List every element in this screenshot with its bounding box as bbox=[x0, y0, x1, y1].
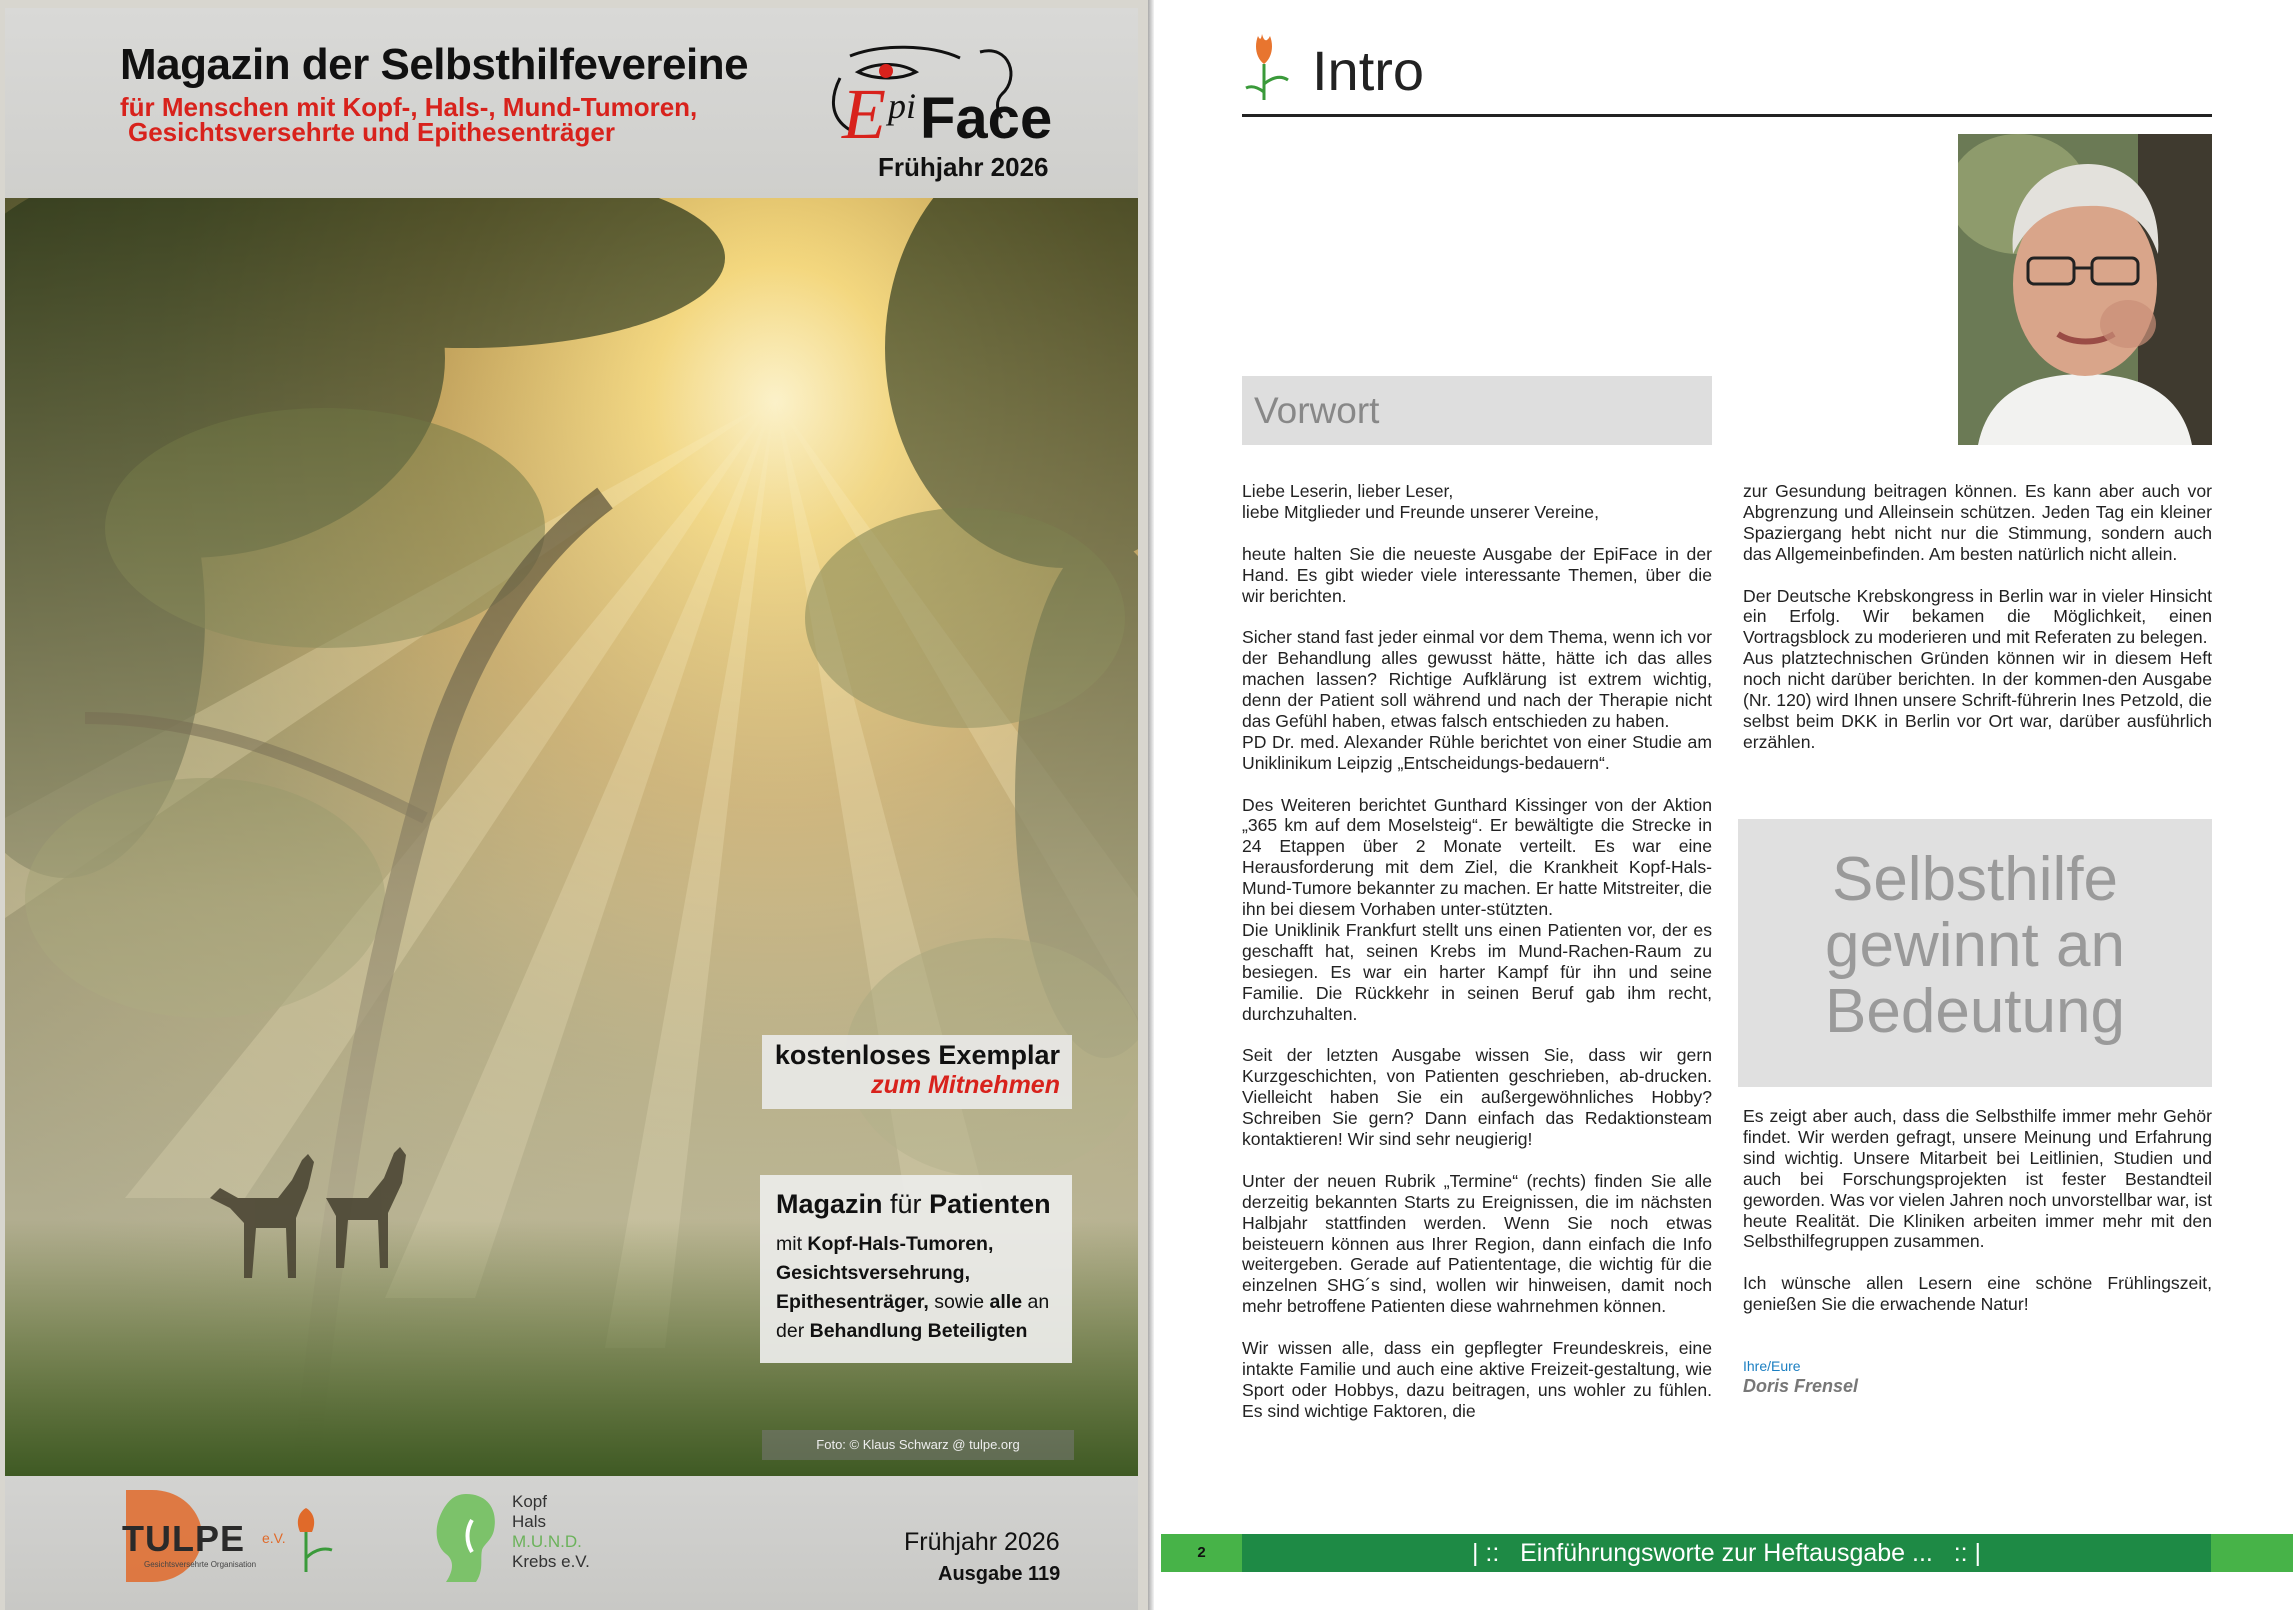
svg-text:Face: Face bbox=[920, 86, 1053, 148]
patients-line3-bold: Epithesenträger, bbox=[776, 1291, 929, 1313]
paragraph: Seit der letzten Ausgabe wissen Sie, dass wir gern Kurzgeschichten, von Patienten geschrieben, ab-drucken. Vielleicht haben Sie ein außergewöhnliches Hobby? Schreiben Sie gern? Dann einfach das Redaktionsteam kontaktieren! Wir sind sehr neugierig! bbox=[1242, 1045, 1712, 1150]
article-column-left bbox=[1242, 481, 1712, 1422]
heading-word-patienten: Patienten bbox=[929, 1189, 1051, 1219]
head-profile-icon bbox=[432, 1490, 502, 1586]
cover-season: Frühjahr 2026 bbox=[878, 152, 1049, 182]
patients-line4-pre: der bbox=[776, 1320, 805, 1342]
patients-line-1 bbox=[776, 1230, 1058, 1259]
paragraph: Sicher stand fast jeder einmal vor dem Thema, wenn ich vor der Behandlung alles gewusst hätte, hätte ich das alles machen lassen? Richtige Aufklärung ist extrem wichtig, denn der Patient soll während und nach der Therapie nicht das Gefühl haben, etwas falsch entschieden zu haben. PD Dr. med. Alexander Rühle berichtet von einer Studie am Uniklinikum Leipzig „Entscheidungs-bedauern“. bbox=[1242, 627, 1712, 773]
magazine-subtitle-line2: Gesichtsversehrte und Epithesenträger bbox=[128, 117, 615, 147]
patients-line4-bold: Behandlung Beteiligten bbox=[809, 1320, 1028, 1342]
patients-line1-pre: mit bbox=[776, 1233, 802, 1255]
pull-quote-line3: Bedeutung bbox=[1825, 977, 2125, 1046]
paragraph: Unter der neuen Rubrik „Termine“ (rechts) finden Sie alle derzeitig bekannten Starts zu Ereignissen, die im nächsten Halbjahr stattfinden werden. Wenn Sie noch etwas beisteuern können aus Ihrer Region, dann einfach die Info weitergeben. Gerade auf Patiententage, die wichtig für die einzelnen SHG´s sind, wollen wir hinweisen, damit noch mehr betroffene Patienten diese wahrnehmen können. bbox=[1242, 1170, 1712, 1317]
title-divider bbox=[1242, 114, 2212, 117]
patients-line-3 bbox=[776, 1288, 1058, 1317]
author-portrait bbox=[1958, 134, 2212, 445]
footer-sep-left: | :: bbox=[1471, 1539, 1500, 1567]
paragraph: Des Weiteren berichtet Gunthard Kissinger von der Aktion „365 km auf dem Moselsteig“. Er bewältigte die Strecke in 24 Etappen über 2 Monate verteilt. Es war eine Herausforderung mit dem Ziel, die Krankheit Kopf-Hals-Mund-Tumore bekannter zu machen. Er hatte Mitstreiter, die ihn bei diesem Vorhaben unter-stützten. Die Uniklinik Frankfurt stellt uns einen Patienten vor, der es geschafft hat, seinen Krebs im Mund-Rachen-Raum zu besiegen. Es war ein harter Kampf für ihn und seine Familie. Die Rückkehr in seinen Beruf gab ihm recht, durchzuhalten. bbox=[1242, 794, 1712, 1024]
patients-box-body bbox=[776, 1230, 1058, 1346]
paragraph: heute halten Sie die neueste Ausgabe der EpiFace in der Hand. Es gibt wieder viele interessante Themen, über die wir berichten. bbox=[1242, 543, 1712, 606]
free-copy-line2: zum Mitnehmen bbox=[871, 1071, 1060, 1099]
tulpe-tagline: Gesichtsversehrte Organisation bbox=[144, 1560, 257, 1569]
patients-line-4 bbox=[776, 1317, 1058, 1346]
patients-box-heading bbox=[776, 1189, 1058, 1220]
signature-name: Doris Frensel bbox=[1743, 1376, 1859, 1396]
epiface-logo-graphic bbox=[820, 38, 1060, 148]
cover-footer-issue: Ausgabe 119 bbox=[938, 1563, 1061, 1585]
signature-greeting: Ihre/Eure bbox=[1743, 1358, 1801, 1374]
paragraph: Ich wünsche allen Lesern eine schöne Frühlingszeit, genießen Sie die erwachende Natur! bbox=[1743, 1273, 2212, 1315]
paragraph: Der Deutsche Krebskongress in Berlin war in vieler Hinsicht ein Erfolg. Wir bekamen die Möglichkeit, einen Vortragsblock zu moderieren und mit Referaten zu belegen. Aus platztechnischen Gründen können wir in diesem Heft noch nicht darüber berichten. In der kommen-den Ausgabe (Nr. 120) wird Ihnen unsere Schrift-führerin Ines Petzold, die selbst beim DKK in Berlin vor Ort war, darüber ausführlich erzählen. bbox=[1743, 585, 2212, 752]
tulip-icon bbox=[1244, 30, 1294, 102]
patients-line3-mid: sowie bbox=[934, 1291, 985, 1313]
magazine-title: Magazin der Selbsthilfevereine bbox=[120, 40, 749, 89]
paragraph: Liebe Leserin, lieber Leser, liebe Mitglieder und Freunde unserer Vereine, bbox=[1242, 481, 1599, 522]
pull-quote-box bbox=[1738, 819, 2212, 1087]
footer-right-tab bbox=[2211, 1534, 2293, 1572]
free-copy-box bbox=[762, 1035, 1072, 1109]
pull-quote-line2: gewinnt an bbox=[1825, 911, 2125, 980]
page-spine bbox=[1148, 0, 1154, 1610]
portrait-illustration bbox=[1958, 134, 2212, 445]
footer-sep-right: :: | bbox=[1953, 1539, 1982, 1567]
article-column-right-top bbox=[1743, 481, 2212, 753]
free-copy-line1: kostenloses Exemplar bbox=[774, 1040, 1060, 1070]
khm-line3: M.U.N.D. bbox=[512, 1532, 582, 1551]
magazine-subtitle-line1: für Menschen mit Kopf-, Hals-, Mund-Tumoren, bbox=[120, 92, 698, 122]
svg-text:E: E bbox=[842, 74, 886, 148]
article-column-right-bottom bbox=[1743, 1106, 2212, 1315]
patients-line1-bold: Kopf-Hals-Tumoren, bbox=[807, 1233, 994, 1255]
page-number: 2 bbox=[1197, 1544, 1206, 1561]
khm-line2: Hals bbox=[512, 1512, 547, 1531]
svg-text:pi: pi bbox=[888, 86, 917, 126]
page-footer-bar bbox=[1161, 1534, 2293, 1572]
patients-line3-bold2: alle bbox=[989, 1291, 1023, 1313]
khm-line1: Kopf bbox=[512, 1492, 547, 1511]
patients-line3-post: an bbox=[1027, 1291, 1050, 1313]
tulpe-logo bbox=[122, 1488, 342, 1584]
patients-info-box bbox=[760, 1175, 1072, 1363]
footer-caption-line bbox=[1242, 1534, 2211, 1572]
heading-word-magazin: Magazin bbox=[776, 1189, 883, 1219]
vorwort-heading: Vorwort bbox=[1254, 390, 1380, 431]
tulpe-ev: e.V. bbox=[262, 1530, 286, 1546]
footer-caption: Einführungsworte zur Heftausgabe ... bbox=[1520, 1539, 1933, 1567]
tulpe-word: TULPE bbox=[122, 1518, 246, 1559]
khm-line4: Krebs e.V. bbox=[512, 1552, 590, 1571]
heading-word-fuer: für bbox=[890, 1189, 922, 1219]
paragraph: Wir wissen alle, dass ein gepflegter Freundeskreis, eine intakte Familie und auch eine aktive Freizeit-gestaltung, wie Sport oder Hobbys, dazu beitragen, uns wohler zu fühlen. Es sind wichtige Faktoren, die bbox=[1242, 1338, 1712, 1421]
paragraph: zur Gesundung beitragen können. Es kann aber auch vor Abgrenzung und Alleinsein schützen. Jeden Tag ein kleiner Spaziergang hebt nicht nur die Stimmung, sondern auch das Allgemeinbefinden. Am besten natürlich nicht allein. bbox=[1743, 481, 2212, 564]
patients-line-2 bbox=[776, 1259, 1058, 1288]
paragraph: Es zeigt aber auch, dass die Selbsthilfe immer mehr Gehör findet. Wir werden gefragt, unsere Meinung und Erfahrung sind wichtig. Unsere Mitarbeit bei Leitlinien, Studien und auch bei Forschungsprojekten ist fester Bestandteil geworden. Was vor vielen Jahren noch unvorstellbar war, ist heute Realität. Die Kliniken arbeiten immer mehr mit den Selbsthilfegruppen zusammen. bbox=[1743, 1106, 2212, 1252]
cover-footer-season: Frühjahr 2026 bbox=[904, 1528, 1060, 1556]
photo-credit: Foto: © Klaus Schwarz @ tulpe.org bbox=[762, 1430, 1074, 1460]
pull-quote-line1: Selbsthilfe bbox=[1831, 845, 2119, 914]
vorwort-heading-bar bbox=[1242, 376, 1712, 445]
epiface-logo bbox=[820, 38, 1060, 148]
page-title: Intro bbox=[1312, 39, 1425, 102]
patients-line2-bold: Gesichtsversehrung, bbox=[776, 1262, 970, 1284]
kopf-hals-mund-logo bbox=[432, 1490, 632, 1590]
